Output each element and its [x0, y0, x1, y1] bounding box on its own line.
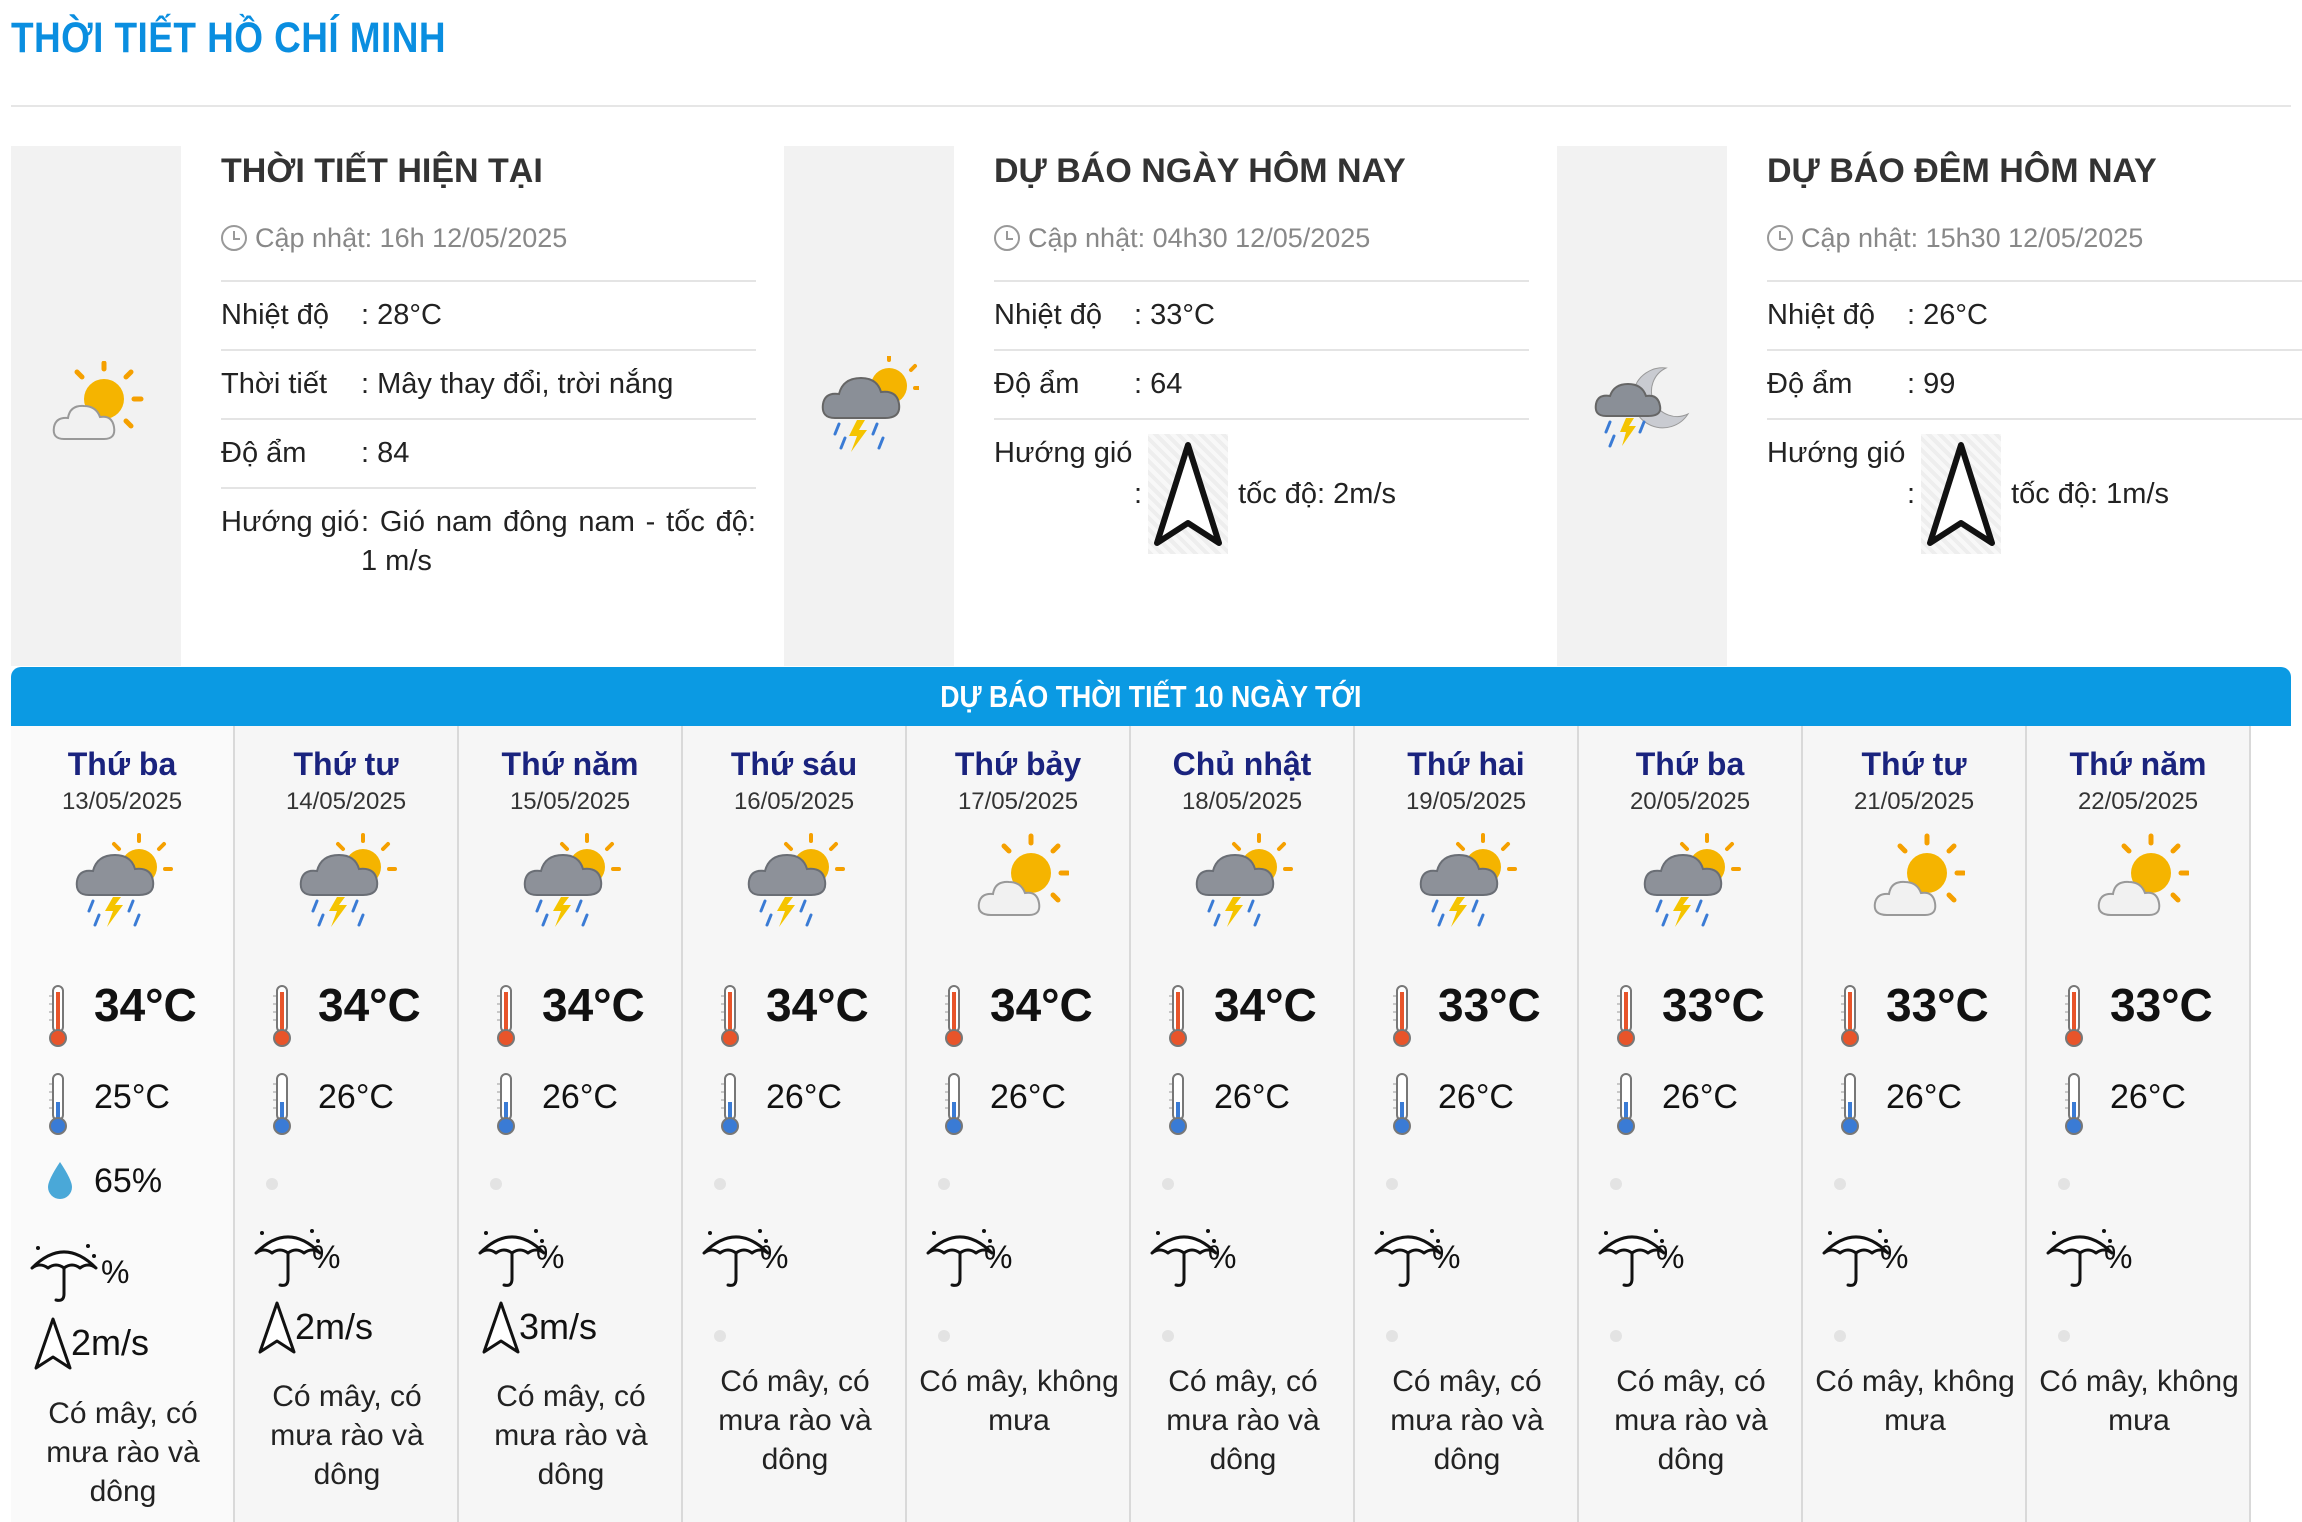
max-temp: 34°C [542, 979, 645, 1031]
thermometer-cold-icon [270, 1072, 294, 1141]
rain-chance: % [2104, 1239, 2133, 1275]
thermometer-cold-icon [942, 1072, 966, 1141]
day-name: Thứ ba [1635, 746, 1745, 782]
night-thunderstorm-icon [1592, 356, 1692, 456]
placeholder-dot [1386, 1178, 1398, 1190]
wind-value [1134, 420, 1529, 568]
tonight-icon-column [1557, 146, 1727, 666]
update-text: Cập nhật: 16h 12/05/2025 [255, 223, 568, 253]
placeholder-dot [1162, 1178, 1174, 1190]
placeholder-dot [2058, 1330, 2070, 1342]
placeholder-dot [714, 1178, 726, 1190]
partly-cloudy-icon [2089, 831, 2189, 931]
wind-speed: tốc độ: 2m/s [1238, 477, 1397, 510]
max-temp: 34°C [94, 979, 197, 1031]
forecast-day [1355, 726, 1579, 1522]
forecast-day [235, 726, 459, 1522]
forecast-days [11, 726, 2251, 1522]
min-temp: 26°C [1438, 1078, 1514, 1116]
temperature-row [1767, 282, 2302, 351]
row-label: Hướng gió [1767, 437, 1906, 469]
thermometer-hot-icon [1838, 984, 1862, 1053]
condition-row [221, 351, 756, 420]
weather-description: Có mây, không mưa [2039, 1365, 2239, 1437]
humidity-row [1767, 351, 2302, 420]
rain-chance: % [312, 1239, 341, 1275]
row-value: : 99 [1907, 368, 1956, 400]
forecast-day [2027, 726, 2251, 1522]
min-temp: 26°C [1214, 1078, 1290, 1116]
min-temp: 26°C [1886, 1078, 1962, 1116]
placeholder-dot [266, 1178, 278, 1190]
weather-description: Có mây, có mưa rào và dông [718, 1365, 872, 1476]
day-date: 16/05/2025 [733, 788, 855, 815]
placeholder-dot [1610, 1178, 1622, 1190]
thunderstorm-icon [745, 831, 845, 931]
current-weather-info [221, 146, 756, 595]
thermometer-cold-icon [1614, 1072, 1638, 1141]
title-divider [11, 105, 2291, 107]
colon: : [1907, 477, 1916, 510]
clock-icon [221, 225, 247, 251]
row-label: Hướng gió [221, 506, 360, 538]
forecast-day [459, 726, 683, 1522]
wind-value [1907, 420, 2302, 568]
row-label: Độ ẩm [221, 437, 307, 469]
placeholder-dot [938, 1178, 950, 1190]
current-weather-icon-column [11, 146, 181, 666]
humidity-row [994, 351, 1529, 420]
row-label: Độ ẩm [994, 368, 1080, 400]
placeholder-dot [1834, 1330, 1846, 1342]
wind-speed: 2m/s [71, 1322, 150, 1363]
update-time [1767, 218, 2302, 258]
placeholder-dot [1610, 1330, 1622, 1342]
placeholder-dot [490, 1178, 502, 1190]
forecast-header [11, 667, 2291, 726]
wind-direction-icon [481, 1300, 521, 1361]
max-temp: 34°C [318, 979, 421, 1031]
placeholder-dot [938, 1330, 950, 1342]
row-label: Độ ẩm [1767, 368, 1853, 400]
day-date: 14/05/2025 [285, 788, 407, 815]
wind-direction-icon [1921, 434, 2001, 554]
colon: : [1134, 477, 1143, 510]
forecast-day [11, 726, 235, 1522]
row-value: : 26°C [1907, 299, 1988, 331]
min-temp: 26°C [766, 1078, 842, 1116]
min-temp: 26°C [2110, 1078, 2186, 1116]
thermometer-hot-icon [1614, 984, 1638, 1053]
thermometer-cold-icon [718, 1072, 742, 1141]
wind-row [994, 420, 1529, 568]
thermometer-hot-icon [270, 984, 294, 1053]
row-label: Nhiệt độ [1767, 299, 1876, 331]
wind-speed: tốc độ: 1m/s [2011, 477, 2170, 510]
umbrella-icon [28, 1238, 100, 1309]
panel-title: DỰ BÁO ĐÊM HÔM NAY [1767, 152, 2157, 190]
thermometer-cold-icon [1838, 1072, 1862, 1141]
weather-description: Có mây, có mưa rào và dông [1390, 1365, 1544, 1476]
max-temp: 33°C [1438, 979, 1541, 1031]
max-temp: 33°C [2110, 979, 2213, 1031]
day-name: Thứ năm [2069, 746, 2207, 782]
row-label: Nhiệt độ [221, 299, 330, 331]
wind-speed: 2m/s [295, 1306, 374, 1347]
day-date: 15/05/2025 [509, 788, 631, 815]
info-rows [994, 280, 1529, 568]
thermometer-cold-icon [2062, 1072, 2086, 1141]
weather-description: Có mây, có mưa rào và dông [494, 1380, 648, 1491]
thermometer-cold-icon [46, 1072, 70, 1141]
thermometer-cold-icon [494, 1072, 518, 1141]
rain-chance: % [101, 1254, 130, 1290]
panel-title: DỰ BÁO NGÀY HÔM NAY [994, 152, 1406, 190]
humidity-row [221, 420, 756, 489]
row-value: : 28°C [361, 299, 442, 331]
forecast-day [683, 726, 907, 1522]
day-name: Thứ bảy [954, 746, 1082, 782]
min-temp: 25°C [94, 1078, 170, 1116]
weather-description: Có mây, có mưa rào và dông [1614, 1365, 1768, 1476]
max-temp: 34°C [990, 979, 1093, 1031]
update-time [221, 218, 756, 258]
rain-chance: % [984, 1239, 1013, 1275]
rain-chance: % [1656, 1239, 1685, 1275]
today-info [994, 146, 1529, 568]
thermometer-hot-icon [46, 984, 70, 1053]
thunderstorm-icon [1641, 831, 1741, 931]
weather-description: Có mây, không mưa [919, 1365, 1119, 1437]
placeholder-dot [1834, 1178, 1846, 1190]
panel-title: THỜI TIẾT HIỆN TẠI [221, 152, 543, 190]
today-icon-column [784, 146, 954, 666]
wind-row [1767, 420, 2302, 568]
info-rows [221, 280, 756, 595]
row-value: : 64 [1134, 368, 1183, 400]
day-name: Chủ nhật [1172, 746, 1312, 782]
day-name: Thứ ba [67, 746, 177, 782]
placeholder-dot [1386, 1330, 1398, 1342]
partly-cloudy-icon [969, 831, 1069, 931]
max-temp: 34°C [1214, 979, 1317, 1031]
thermometer-hot-icon [1390, 984, 1414, 1053]
row-value: : Gió nam đông nam - tốc độ: 1 m/s [361, 506, 756, 577]
day-name: Thứ tư [293, 746, 399, 782]
day-date: 20/05/2025 [1629, 788, 1751, 815]
max-temp: 33°C [1662, 979, 1765, 1031]
tonight-info [1767, 146, 2302, 568]
wind-direction-icon [257, 1300, 297, 1361]
forecast-title: DỰ BÁO THỜI TIẾT 10 NGÀY TỚI [940, 678, 1362, 714]
thermometer-hot-icon [942, 984, 966, 1053]
thunderstorm-icon [521, 831, 621, 931]
row-label: Hướng gió [994, 437, 1133, 469]
rain-chance: % [1432, 1239, 1461, 1275]
placeholder-dot [1162, 1330, 1174, 1342]
thermometer-hot-icon [718, 984, 742, 1053]
temperature-row [994, 282, 1529, 351]
thermometer-cold-icon [1166, 1072, 1190, 1141]
placeholder-dot [714, 1330, 726, 1342]
wind-row [221, 489, 756, 595]
thermometer-cold-icon [1390, 1072, 1414, 1141]
day-date: 13/05/2025 [61, 788, 183, 815]
thermometer-hot-icon [2062, 984, 2086, 1053]
day-name: Thứ năm [501, 746, 639, 782]
row-value: : Mây thay đổi, trời nắng [361, 368, 674, 400]
wind-direction-icon [1148, 434, 1228, 554]
current-weather-panel [11, 146, 781, 666]
rain-chance: % [760, 1239, 789, 1275]
day-name: Thứ tư [1861, 746, 1967, 782]
thunderstorm-icon [1193, 831, 1293, 931]
max-temp: 33°C [1886, 979, 1989, 1031]
clock-icon [994, 225, 1020, 251]
forecast-day [1131, 726, 1355, 1522]
min-temp: 26°C [318, 1078, 394, 1116]
row-label: Thời tiết [221, 368, 328, 400]
temperature-row [221, 282, 756, 351]
rain-chance: % [1880, 1239, 1909, 1275]
forecast-day [907, 726, 1131, 1522]
forecast-day [1803, 726, 2027, 1522]
weather-description: Có mây, có mưa rào và dông [46, 1397, 200, 1508]
placeholder-dot [2058, 1178, 2070, 1190]
thermometer-hot-icon [494, 984, 518, 1053]
min-temp: 26°C [990, 1078, 1066, 1116]
partly-cloudy-icon [1865, 831, 1965, 931]
thunderstorm-icon [297, 831, 397, 931]
thermometer-hot-icon [1166, 984, 1190, 1053]
forecast-day [1579, 726, 1803, 1522]
humidity-value: 65% [94, 1162, 163, 1200]
update-text: Cập nhật: 15h30 12/05/2025 [1801, 223, 2144, 253]
day-name: Thứ sáu [730, 746, 858, 782]
row-value: : 33°C [1134, 299, 1215, 331]
day-date: 22/05/2025 [2077, 788, 2199, 815]
rain-chance: % [1208, 1239, 1237, 1275]
row-label: Nhiệt độ [994, 299, 1103, 331]
wind-direction-icon [33, 1316, 73, 1377]
thunderstorm-sun-icon [819, 356, 919, 456]
update-text: Cập nhật: 04h30 12/05/2025 [1028, 223, 1371, 253]
rain-chance: % [536, 1239, 565, 1275]
min-temp: 26°C [542, 1078, 618, 1116]
day-date: 21/05/2025 [1853, 788, 1975, 815]
thunderstorm-icon [73, 831, 173, 931]
info-rows [1767, 280, 2302, 568]
day-name: Thứ hai [1407, 746, 1525, 782]
weather-description: Có mây, có mưa rào và dông [270, 1380, 424, 1491]
max-temp: 34°C [766, 979, 869, 1031]
wind-speed: 3m/s [519, 1306, 598, 1347]
update-time [994, 218, 1529, 258]
min-temp: 26°C [1662, 1078, 1738, 1116]
today-forecast-panel [784, 146, 1554, 666]
day-date: 19/05/2025 [1405, 788, 1527, 815]
weather-description: Có mây, có mưa rào và dông [1166, 1365, 1320, 1476]
day-date: 17/05/2025 [957, 788, 1079, 815]
day-date: 18/05/2025 [1181, 788, 1303, 815]
water-drop-icon [46, 1160, 74, 1205]
thunderstorm-icon [1417, 831, 1517, 931]
clock-icon [1767, 225, 1793, 251]
sun-cloud-icon [46, 361, 146, 451]
row-value: : 84 [361, 437, 410, 469]
tonight-forecast-panel [1557, 146, 2302, 666]
weather-description: Có mây, không mưa [1815, 1365, 2015, 1437]
page-title: THỜI TIẾT HỒ CHÍ MINH [11, 14, 447, 62]
